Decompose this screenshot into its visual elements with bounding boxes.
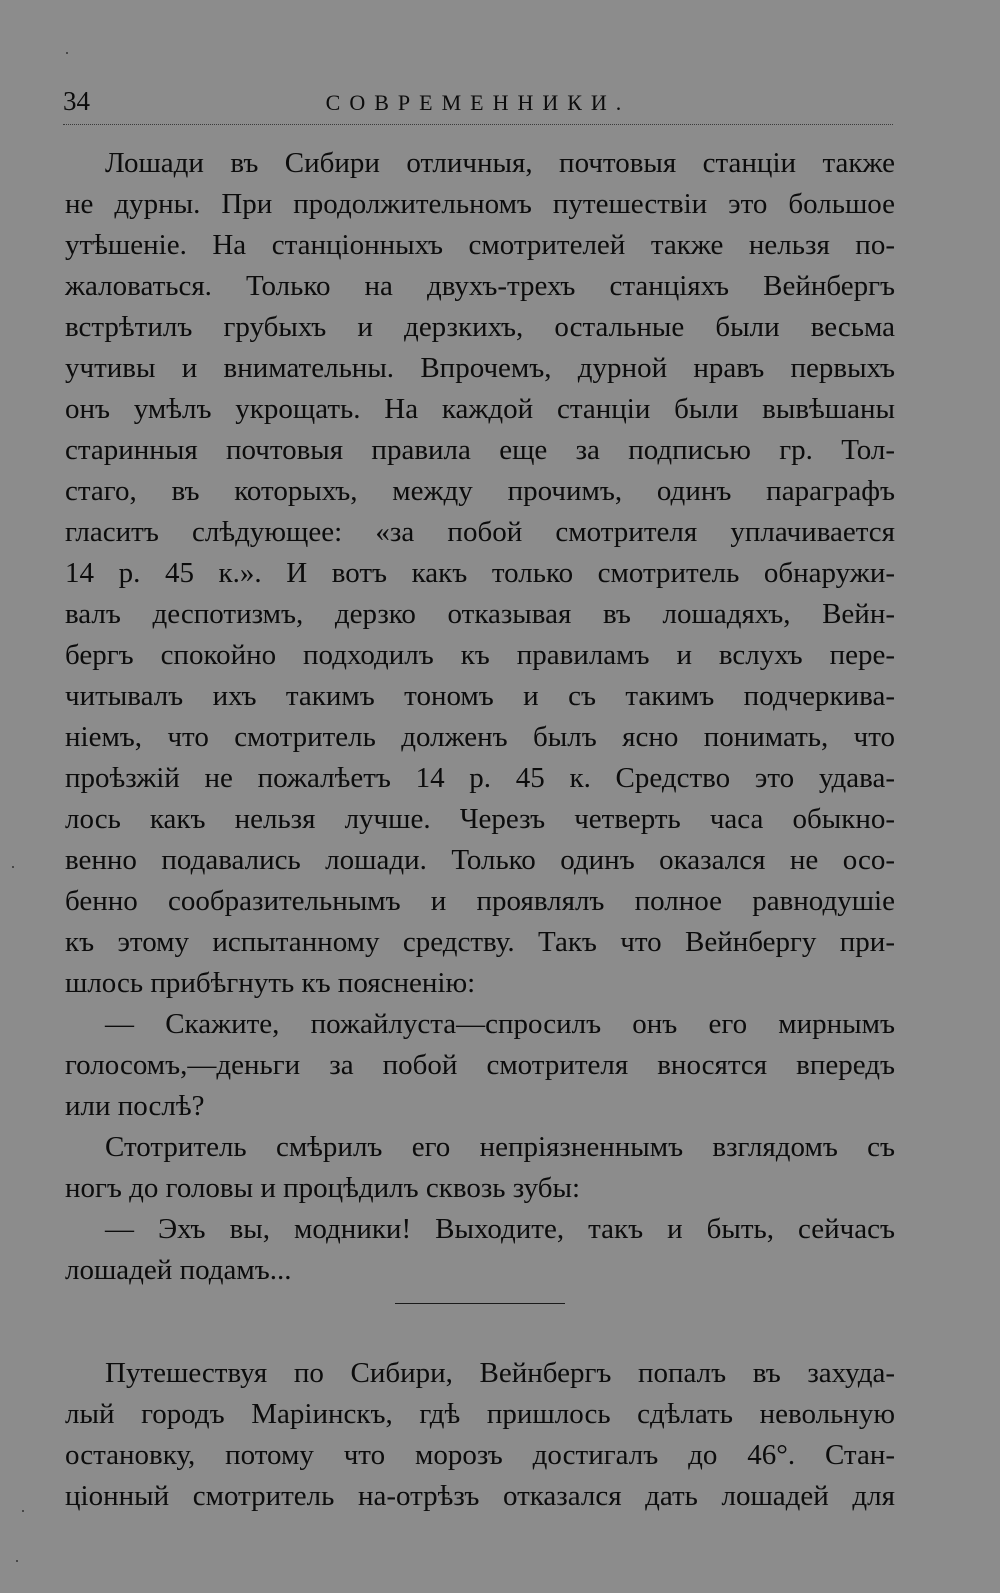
page-number: 34 <box>63 86 90 116</box>
text-line: учтивы и внимательны. Впрочемъ, дурной нравъ первыхъ <box>65 352 895 384</box>
text-line: или послѣ? <box>65 1090 205 1122</box>
text-line: ніемъ, что смотритель долженъ былъ ясно понимать, что <box>65 721 895 753</box>
text-line: проѣзжій не пожалѣетъ 14 р. 45 к. Средство это удава- <box>65 762 895 794</box>
text-line: къ этому испытанному средству. Такъ что Вейнбергу при- <box>65 926 895 958</box>
running-title: СОВРЕМЕННИКИ. <box>325 90 631 115</box>
text-line: жаловаться. Только на двухъ-трехъ станціяхъ Вейнбергъ <box>65 270 895 302</box>
text-line: шлось прибѣгнуть къ поясненію: <box>65 967 476 999</box>
text-line: не дурны. При продолжительномъ путешествіи это большое <box>65 188 895 220</box>
text-line: лый городъ Маріинскъ, гдѣ пришлось сдѣлать невольную <box>65 1398 895 1430</box>
text-line: старинныя почтовыя правила еще за подписью гр. Тол- <box>65 434 895 466</box>
text-line: лошадей подамъ... <box>65 1254 292 1286</box>
text-line: Лошади въ Сибири отличныя, почтовыя станціи также <box>105 147 895 179</box>
paragraph-reaction <box>65 1127 895 1209</box>
text-line: утѣшеніе. На станціонныхъ смотрителей также нельзя по- <box>65 229 895 261</box>
text-line: встрѣтилъ грубыхъ и дерзкихъ, остальные были весьма <box>65 311 895 343</box>
text-line: гласитъ слѣдующее: «за побой смотрителя уплачивается <box>65 516 895 548</box>
text-line: бенно сообразительнымъ и проявлялъ полное равнодушіе <box>65 885 895 917</box>
text-line: ногъ до головы и процѣдилъ сквозь зубы: <box>65 1172 581 1204</box>
header-rule <box>63 124 893 125</box>
text-line: ціонный смотритель на-отрѣзъ отказался дать лошадей для <box>65 1480 895 1512</box>
paragraph-mariinsk <box>65 1353 895 1517</box>
text-line: валъ деспотизмъ, дерзко отказывая въ лошадяхъ, Вейн- <box>65 598 895 630</box>
paragraph-reply <box>65 1209 895 1291</box>
text-line: голосомъ,—деньги за побой смотрителя вносятся впередъ <box>65 1049 895 1081</box>
section-gap <box>65 1331 895 1353</box>
paper-speck <box>12 866 14 868</box>
page-header <box>63 82 893 122</box>
text-line: онъ умѣлъ укрощать. На каждой станціи были вывѣшаны <box>65 393 895 425</box>
text-line: стаго, въ которыхъ, между прочимъ, одинъ параграфъ <box>65 475 895 507</box>
text-line: венно подавались лошади. Только одинъ оказался не осо- <box>65 844 895 876</box>
text-line: — Скажите, пожайлуста—спросилъ онъ его мирнымъ <box>105 1008 895 1040</box>
separator-rule <box>395 1303 565 1304</box>
text-line: читывалъ ихъ такимъ тономъ и съ такимъ подчеркива- <box>65 680 895 712</box>
text-line: Стотритель смѣрилъ его непріязненнымъ взглядомъ съ <box>105 1131 895 1163</box>
body-text <box>65 143 895 1517</box>
text-line: бергъ спокойно подходилъ къ правиламъ и вслухъ пере- <box>65 639 895 671</box>
text-line: 14 р. 45 к.». И вотъ какъ только смотритель обнаружи- <box>65 557 895 589</box>
text-line: остановку, потому что морозъ достигалъ до 46°. Стан- <box>65 1439 895 1471</box>
paragraph-horses <box>65 143 895 1004</box>
text-line: лось какъ нельзя лучше. Черезъ четверть часа обыкно- <box>65 803 895 835</box>
paper-speck <box>22 1510 24 1512</box>
paragraph-question <box>65 1004 895 1127</box>
text-line: Путешествуя по Сибири, Вейнбергъ попалъ въ захуда- <box>105 1357 895 1389</box>
text-line: — Эхъ вы, модники! Выходите, такъ и быть, сейчасъ <box>105 1213 895 1245</box>
paper-speck <box>16 1560 18 1562</box>
section-separator <box>65 1291 895 1331</box>
paper-speck <box>66 52 68 54</box>
